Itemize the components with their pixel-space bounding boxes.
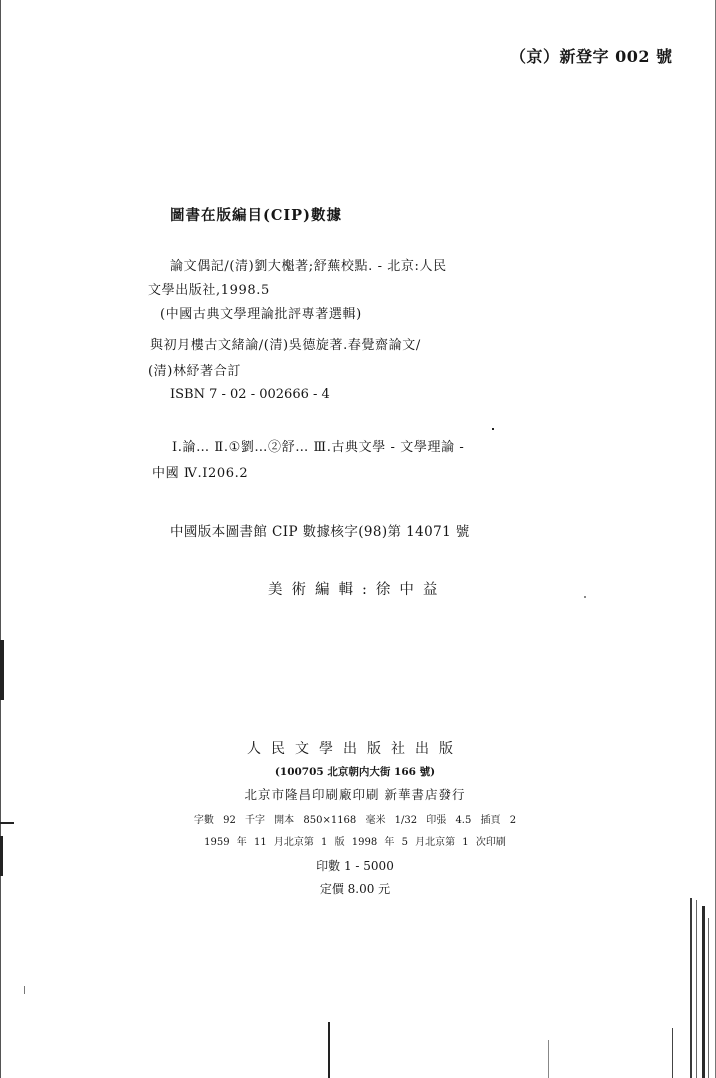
imprint-specs: 字數 92 千字 開本 850×1168 毫米 1/32 印張 4.5 插頁 2: [193, 815, 517, 826]
imprint-address: (100705 北京朝内大街 166 號): [274, 766, 436, 778]
imprint-printer: 北京市隆昌印刷廠印刷 新華書店發行: [244, 787, 466, 802]
imprint-price: 定價 8.00 元: [319, 882, 391, 896]
speck: [584, 596, 586, 598]
cip-line: (清)林紓著合訂: [148, 364, 241, 379]
scan-line: [548, 1040, 549, 1078]
scan-line: [672, 1028, 673, 1078]
cip-subject-line: Ⅰ.論… Ⅱ.①劉…②舒… Ⅲ.古典文學 - 文學理論 -: [172, 440, 465, 455]
left-edge-line: [0, 0, 1, 1078]
cip-verification: 中國版本圖書館 CIP 數據核字(98)第 14071 號: [170, 524, 470, 540]
scan-line: [696, 900, 697, 1078]
cip-line: (中國古典文學理論批評專著選輯): [160, 307, 362, 322]
cip-line: 論文偶記/(清)劉大櫆著;舒蕪校點. - 北京:人民: [170, 259, 447, 274]
cip-heading: 圖書在版編目(CIP)數據: [170, 207, 342, 224]
scan-line: [702, 906, 705, 1078]
imprint-publisher: 人民文學出版社出版: [247, 741, 463, 757]
scan-line: [328, 1022, 330, 1078]
cip-line: 文學出版社,1998.5: [148, 283, 270, 298]
cip-line: 與初月樓古文緒論/(清)吳德旋著.春覺齋論文/: [150, 338, 421, 353]
binding-mark: [0, 822, 14, 824]
speck: [24, 986, 25, 994]
speck: [492, 428, 494, 430]
imprint-editions: 1959 年 11 月北京第 1 版 1998 年 5 月北京第 1 次印刷: [204, 837, 506, 848]
isbn: ISBN 7 - 02 - 002666 - 4: [170, 387, 330, 402]
imprint-print-run: 印數 1 - 5000: [316, 859, 394, 873]
registration-number: （京）新登字 002 號: [510, 47, 673, 66]
scan-line: [690, 898, 692, 1078]
art-editor: 美術編輯:徐中益: [268, 582, 447, 598]
scan-line: [708, 918, 709, 1078]
binding-mark: [0, 836, 3, 876]
cip-subject-line: 中國 Ⅳ.I206.2: [152, 466, 249, 481]
binding-mark: [0, 640, 4, 700]
